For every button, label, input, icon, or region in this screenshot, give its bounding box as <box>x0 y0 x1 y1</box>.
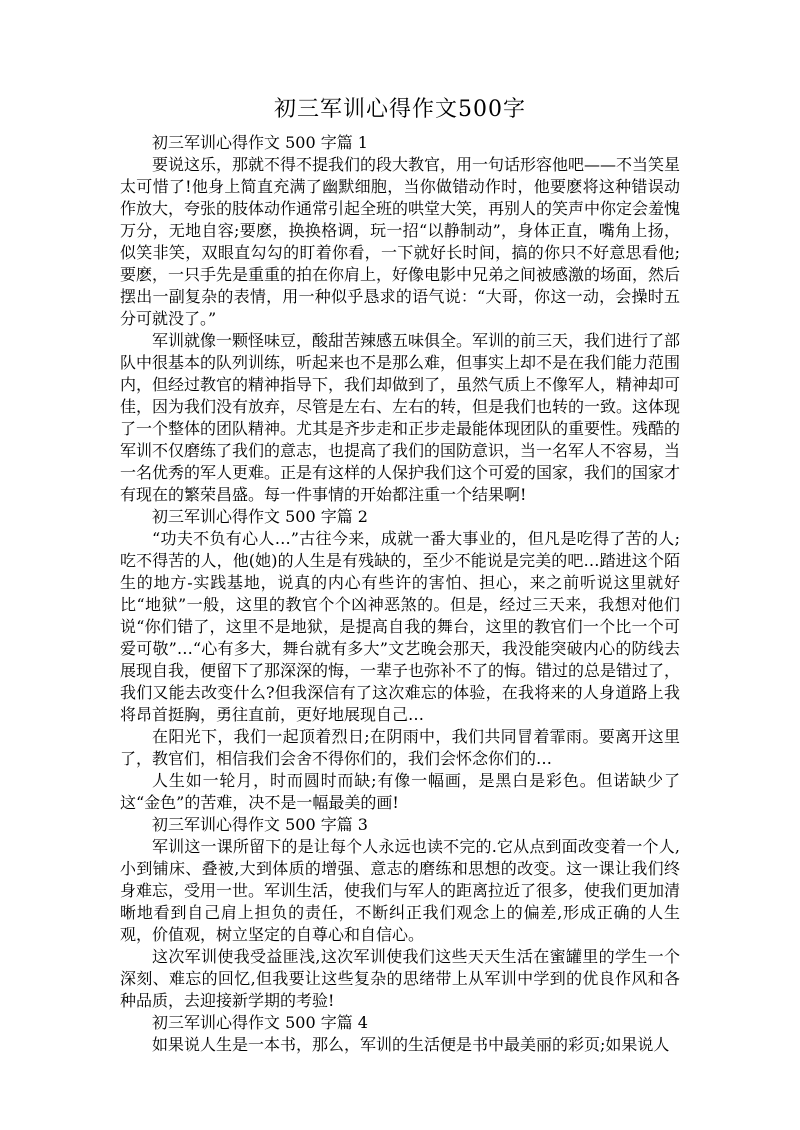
paragraph: 军训就像一颗怪味豆，酸甜苦辣感五味俱全。军训的前三天，我们进行了部队中很基本的队列训练，听起来也不是那么难，但事实上却不是在我们能力范围内，但经过教官的精神指导下，我们却做到了，虽然气质上不像军人，精神却可佳，因为我们没有放弃，尽管是左右、左右的转，但是我们也转的一致。这体现了一个整体的团队精神。尤其是齐步走和正步走最能体现团队的重要性。残酷的军训不仅磨练了我们的意志，也提高了我们的国防意识，当一名军人不容易，当一名优秀的军人更难。正是有这样的人保护我们这个可爱的国家，我们的国家才有现在的繁荣昌盛。每一件事情的开始都注重一个结果啊! <box>120 331 681 504</box>
section-2 <box>120 506 680 814</box>
paragraph: 这次军训使我受益匪浅,这次军训使我们这些天天生活在蜜罐里的学生一个深刻、难忘的回忆,但我要让这些复杂的思绪带上从军训中学到的优良作风和各种品质，去迎接新学期的考验! <box>120 947 680 1010</box>
section-heading: 初三军训心得作文 500 字篇 3 <box>152 815 368 834</box>
document-title: 初三军训心得作文500字 <box>274 97 526 122</box>
section-heading: 初三军训心得作文 500 字篇 2 <box>152 507 368 526</box>
section-1 <box>120 132 680 506</box>
paragraph: 人生如一轮月，时而圆时而缺;有像一幅画，是黑白是彩色。但诺缺少了这“金色”的苦难，决不是一幅最美的画! <box>120 771 680 812</box>
paragraph: 要说这乐，那就不得不提我们的段大教官，用一句话形容他吧——不当笑星太可惜了!他身上简直充满了幽默细胞，当你做错动作时，他要麽将这种错误动作放大，夸张的肢体动作通常引起全班的哄堂大笑，再别人的笑声中你定会羞愧万分，无地自容;要麽，换换格调，玩一招“以静制动”，身体正直，嘴角上扬，似笑非笑，双眼直勾勾的盯着你看，一下就好长时间，搞的你只不好意思看他;要麽，一只手先是重重的拍在你肩上，好像电影中兄弟之间被感激的场面，然后摆出一副复杂的表情，用一种似乎恳求的语气说：“大哥，你这一动，会操时五分可就没了。” <box>120 155 681 328</box>
paragraph: 军训这一课所留下的是让每个人永远也读不完的.它从点到面改变着一个人,小到铺床、叠被,大到体质的增强、意志的磨练和思想的改变。这一课让我们终身难忘，受用一世。军训生活，使我们与军人的距离拉近了很多，使我们更加清晰地看到自己肩上担负的责任，不断纠正我们观念上的偏差,形成正确的人生观，价值观，树立坚定的自尊心和自信心。 <box>120 837 681 944</box>
section-4 <box>120 1012 680 1056</box>
section-heading: 初三军训心得作文 500 字篇 4 <box>152 1013 368 1032</box>
section-3 <box>120 814 680 1012</box>
paragraph: 在阳光下，我们一起顶着烈日;在阴雨中，我们共同冒着霏雨。要离开这里了，教官们，相信我们会舍不得你们的，我们会怀念你们的… <box>120 727 680 768</box>
section-heading: 初三军训心得作文 500 字篇 1 <box>152 133 368 152</box>
paragraph: 如果说人生是一本书，那么，军训的生活便是书中最美丽的彩页;如果说人 <box>152 1035 670 1054</box>
paragraph: “功夫不负有心人…”古往今来，成就一番大事业的，但凡是吃得了苦的人;吃不得苦的人，他(她)的人生是有残缺的，至少不能说是完美的吧…踏进这个陌生的地方-实践基地，说真的内心有些许的害怕、担心，来之前听说这里就好比“地狱”一般，这里的教官个个凶神恶煞的。但是，经过三天来，我想对他们说“你们错了，这里不是地狱，是提高自我的舞台，这里的教官们一个比一个可爱可敬”…“心有多大，舞台就有多大”文艺晚会那天，我没能突破内心的防线去展现自我，便留下了那深深的悔，一辈子也弥补不了的悔。错过的总是错过了，我们又能去改变什么?但我深信有了这次难忘的体验，在我将来的人身道路上我将昂首挺胸，勇往直前，更好地展现自己… <box>120 529 681 724</box>
